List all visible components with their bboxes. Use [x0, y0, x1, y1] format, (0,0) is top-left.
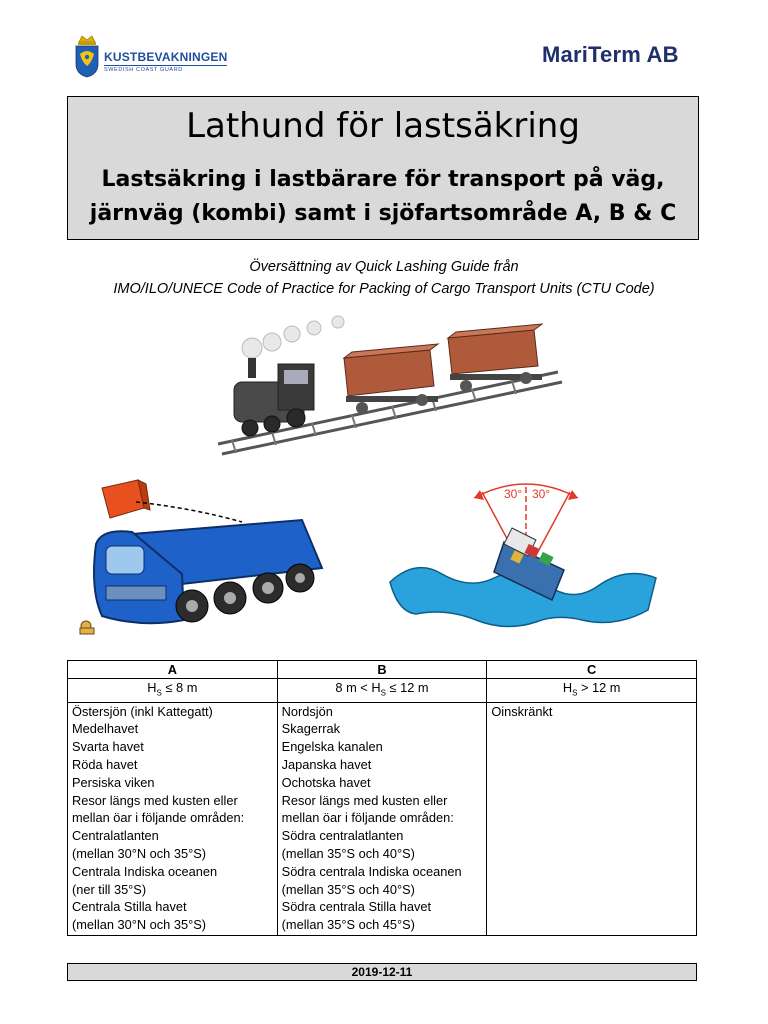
list-item: Engelska kanalen	[281, 739, 383, 755]
list-item: Södra centralatlanten	[281, 828, 404, 844]
list-item: Centrala Indiska oceanen	[72, 863, 218, 879]
angle-left-label: 30°	[504, 487, 523, 501]
kustbevakningen-name: KUSTBEVAKNINGEN	[104, 50, 228, 64]
crest-icon	[72, 34, 102, 78]
title-box	[67, 96, 699, 240]
list-item: Resor längs med kusten eller	[281, 792, 448, 808]
wave-height-a: $H_S \le 8$ m	[68, 679, 278, 703]
list-item: Oinskränkt	[491, 703, 553, 719]
list-item: (mellan 35°S och 45°S)	[281, 917, 415, 933]
list-item: Ochotska havet	[281, 774, 371, 790]
list-item: (mellan 30°N och 35°S)	[72, 845, 206, 861]
ship-rolling-illustration	[386, 482, 662, 632]
mariterm-logo: MariTerm AB	[542, 42, 679, 67]
list-item: Medelhavet	[72, 721, 139, 737]
kustbevakningen-logo	[72, 34, 232, 80]
sea-areas-c	[487, 702, 697, 935]
sea-areas-row	[68, 702, 697, 935]
column-header-a: A	[68, 661, 278, 679]
document-subtitle	[68, 163, 698, 231]
list-item: Södra centrala Stilla havet	[281, 899, 432, 915]
list-item: mellan öar i följande områden:	[281, 810, 454, 826]
list-item: Resor längs med kusten eller	[72, 792, 238, 808]
subtitle-line-1: Lastsäkring i lastbärare för transport på väg,	[101, 167, 665, 192]
list-item: Röda havet	[72, 756, 138, 772]
document-date: 2019-12-11	[67, 963, 697, 981]
angle-right-label: 30°	[532, 487, 551, 501]
list-item: Södra centrala Indiska oceanen	[281, 863, 462, 879]
table-header-row	[68, 661, 697, 679]
list-item: (mellan 35°S och 40°S)	[281, 845, 415, 861]
wave-height-b: 8 $m < H_S \le 12$ m	[277, 679, 487, 703]
column-header-b: B	[277, 661, 487, 679]
list-item: Skagerrak	[281, 721, 340, 737]
list-item: Centrala Stilla havet	[72, 899, 187, 915]
document-title: Lathund för lastsäkring	[186, 106, 580, 146]
kustbevakningen-subtitle: SWEDISH COAST GUARD	[104, 67, 183, 73]
list-item: Östersjön (inkl Kattegatt)	[72, 703, 213, 719]
list-item: mellan öar i följande områden:	[72, 810, 245, 826]
train-illustration	[212, 312, 564, 462]
list-item: Persiska viken	[72, 774, 155, 790]
truck-illustration	[72, 474, 334, 640]
list-item: Japanska havet	[281, 756, 372, 772]
subtitle-line-2: järnväg (kombi) samt i sjöfartsområde A, B & C	[89, 201, 677, 226]
column-header-c: C	[487, 661, 697, 679]
wave-height-c: $H_S > 12$ m	[487, 679, 697, 703]
translation-note: Översättning av Quick Lashing Guide från	[249, 259, 519, 275]
list-item: Svarta havet	[72, 739, 144, 755]
sea-areas-a	[68, 702, 278, 935]
list-item: (ner till 35°S)	[72, 881, 147, 897]
list-item: Centralatlanten	[72, 828, 159, 844]
list-item: (mellan 35°S och 40°S)	[281, 881, 415, 897]
wave-height-row	[68, 679, 697, 703]
source-code-note: IMO/ILO/UNECE Code of Practice for Packing of Cargo Transport Units (CTU Code)	[113, 281, 655, 297]
sea-areas-b	[277, 702, 487, 935]
sea-area-table	[67, 660, 697, 936]
list-item: Nordsjön	[281, 703, 333, 719]
list-item: (mellan 30°N och 35°S)	[72, 917, 206, 933]
